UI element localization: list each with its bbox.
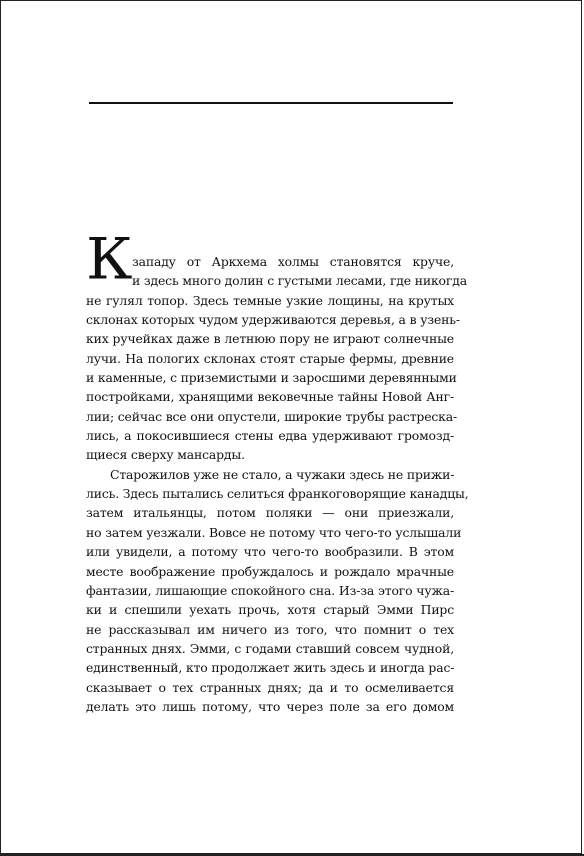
chapter-rule [89, 102, 453, 104]
text-line: или увидели, а потому что чего-то вообразили. В этом [86, 544, 454, 560]
text-line: лись, а покосившиеся стены едва удерживают громозд- [86, 428, 454, 444]
text-line: делать это лишь потому, что через поле за его домом [86, 698, 454, 714]
text-line: и каменные, с приземистыми и заросшими деревянными [86, 370, 457, 386]
text-line: лии; сейчас все они опустели, широкие трубы растреска- [86, 408, 458, 424]
text-line: странных днях. Эмми, с годами ставший совсем чудной, [86, 640, 454, 656]
body-text [86, 252, 469, 716]
text-line: Старожилов уже не стало, а чужаки здесь не прижи- [110, 466, 455, 482]
text-line: и здесь много долин с густыми лесами, где никогда [132, 273, 467, 289]
text-line: ки и спешили уехать прочь, хотя старый Эмми Пирс [86, 602, 454, 618]
text-line: щиеся сверху мансарды. [86, 447, 245, 463]
text-line: не рассказывал им ничего из того, что помнит о тех [86, 621, 454, 637]
text-line: затем итальянцы, потом поляки — они приезжали, [86, 505, 454, 521]
text-line: но затем уезжали. Вовсе не потому что чего-то услышали [86, 524, 462, 540]
text-line: фантазии, лишающие спокойного сна. Из-за этого чужа- [86, 582, 454, 598]
text-line: единственный, кто продолжает жить здесь и иногда рас- [86, 660, 455, 676]
text-line: не гулял топор. Здесь темные узкие лощины, на крутых [86, 292, 454, 308]
drop-cap: К [86, 226, 131, 293]
text-line: лись. Здесь пытались селиться франкоговорящие канадцы, [86, 486, 469, 502]
text-line: лучи. На пологих склонах стоят старые фермы, древние [86, 350, 454, 366]
text-line: постройками, хранящими вековечные тайны Новой Анг- [86, 389, 454, 405]
text-line: сказывает о тех странных днях; да и то осмеливается [86, 679, 454, 695]
text-line: ких ручейках даже в летнюю пору не играют солнечные [86, 331, 454, 347]
text-line: западу от Аркхема холмы становятся круче, [132, 254, 454, 269]
text-line: склонах которых чудом удерживаются деревья, а в узень- [86, 312, 460, 328]
text-line: месте воображение пробуждалось и рождало мрачные [86, 563, 454, 579]
